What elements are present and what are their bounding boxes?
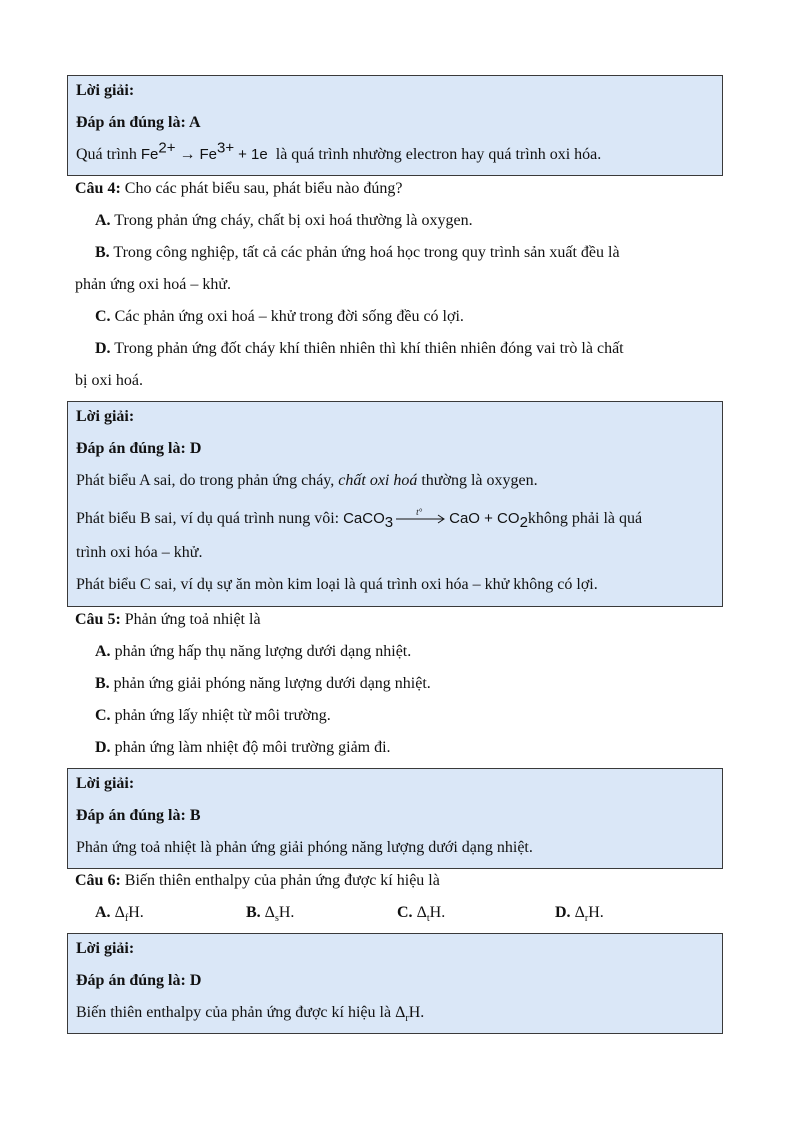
q6-option-c: C. $\Delta_tH$. bbox=[397, 904, 446, 925]
solution-text: Phát biểu C sai, ví dụ sự ăn mòn kim loại là quá trình oxi hóa – khử không có lợi. bbox=[76, 576, 598, 593]
solution-box-4 bbox=[67, 933, 723, 1034]
heat-arrow: t° bbox=[395, 512, 447, 526]
solution-heading: Lời giải: bbox=[76, 940, 135, 957]
answer-line: Đáp án đúng là: D bbox=[76, 440, 202, 457]
q4-option-c: C. Các phản ứng oxi hoá – khử trong đời sống đều có lợi. bbox=[95, 308, 464, 325]
question-5: Câu 5: Phản ứng toả nhiệt là bbox=[75, 611, 261, 628]
answer-line: Đáp án đúng là: A bbox=[76, 114, 201, 131]
solution-box-3 bbox=[67, 768, 723, 869]
solution-text: Phát biểu B sai, ví dụ quá trình nung vôi: CaCO$_3$ t° CaO + $CO_2không$ phải là quá bbox=[76, 507, 643, 532]
q4-option-d: D. Trong phản ứng đốt cháy khí thiên nhiên thì khí thiên nhiên đóng vai trò là chất bbox=[95, 340, 624, 357]
q5-option-c: C. phản ứng lấy nhiệt từ môi trường. bbox=[95, 707, 331, 724]
solution-heading: Lời giải: bbox=[76, 775, 135, 792]
solution-box-2 bbox=[67, 401, 723, 607]
answer-line: Đáp án đúng là: B bbox=[76, 807, 201, 824]
solution-text: Quá trình $Fe^{2+} \to Fe^{3+} + 1e$ là quá trình nhường electron hay quá trình oxi hóa. bbox=[76, 139, 602, 163]
solution-heading: Lời giải: bbox=[76, 408, 135, 425]
reaction-arrow: → bbox=[179, 146, 196, 163]
q4-option-a: A. Trong phản ứng cháy, chất bị oxi hoá thường là oxygen. bbox=[95, 212, 473, 229]
q5-option-a: A. phản ứng hấp thụ năng lượng dưới dạng nhiệt. bbox=[95, 643, 412, 660]
q6-option-d: D. $\Delta_rH$. bbox=[555, 904, 604, 925]
q4-option-b: B. Trong công nghiệp, tất cả các phản ứng hoá học trong quy trình sản xuất đều là bbox=[95, 244, 620, 261]
q4-option-b-cont: phản ứng oxi hoá – khử. bbox=[75, 276, 231, 293]
solution-text: Phản ứng toả nhiệt là phản ứng giải phóng năng lượng dưới dạng nhiệt. bbox=[76, 839, 533, 856]
question-4: Câu 4: Cho các phát biểu sau, phát biểu nào đúng? bbox=[75, 180, 403, 197]
solution-text: trình oxi hóa – khử. bbox=[76, 544, 203, 561]
arrow-icon bbox=[395, 512, 447, 526]
q6-option-b: B. $\Delta_sH$. bbox=[246, 904, 295, 925]
solution-text: Biến thiên enthalpy của phản ứng được kí hiệu là $\Delta_rH$. bbox=[76, 1004, 425, 1025]
answer-line: Đáp án đúng là: D bbox=[76, 972, 202, 989]
solution-heading: Lời giải: bbox=[76, 82, 135, 99]
solution-text: Phát biểu A sai, do trong phản ứng cháy, chất oxi hoá thường là oxygen. bbox=[76, 472, 538, 489]
solution-box-1 bbox=[67, 75, 723, 176]
q6-option-a: A. $\Delta_fH$. bbox=[95, 904, 144, 925]
question-6: Câu 6: Biến thiên enthalpy của phản ứng được kí hiệu là bbox=[75, 872, 440, 889]
q4-option-d-cont: bị oxi hoá. bbox=[75, 372, 143, 389]
q5-option-b: B. phản ứng giải phóng năng lượng dưới dạng nhiệt. bbox=[95, 675, 431, 692]
q5-option-d: D. phản ứng làm nhiệt độ môi trường giảm đi. bbox=[95, 739, 391, 756]
